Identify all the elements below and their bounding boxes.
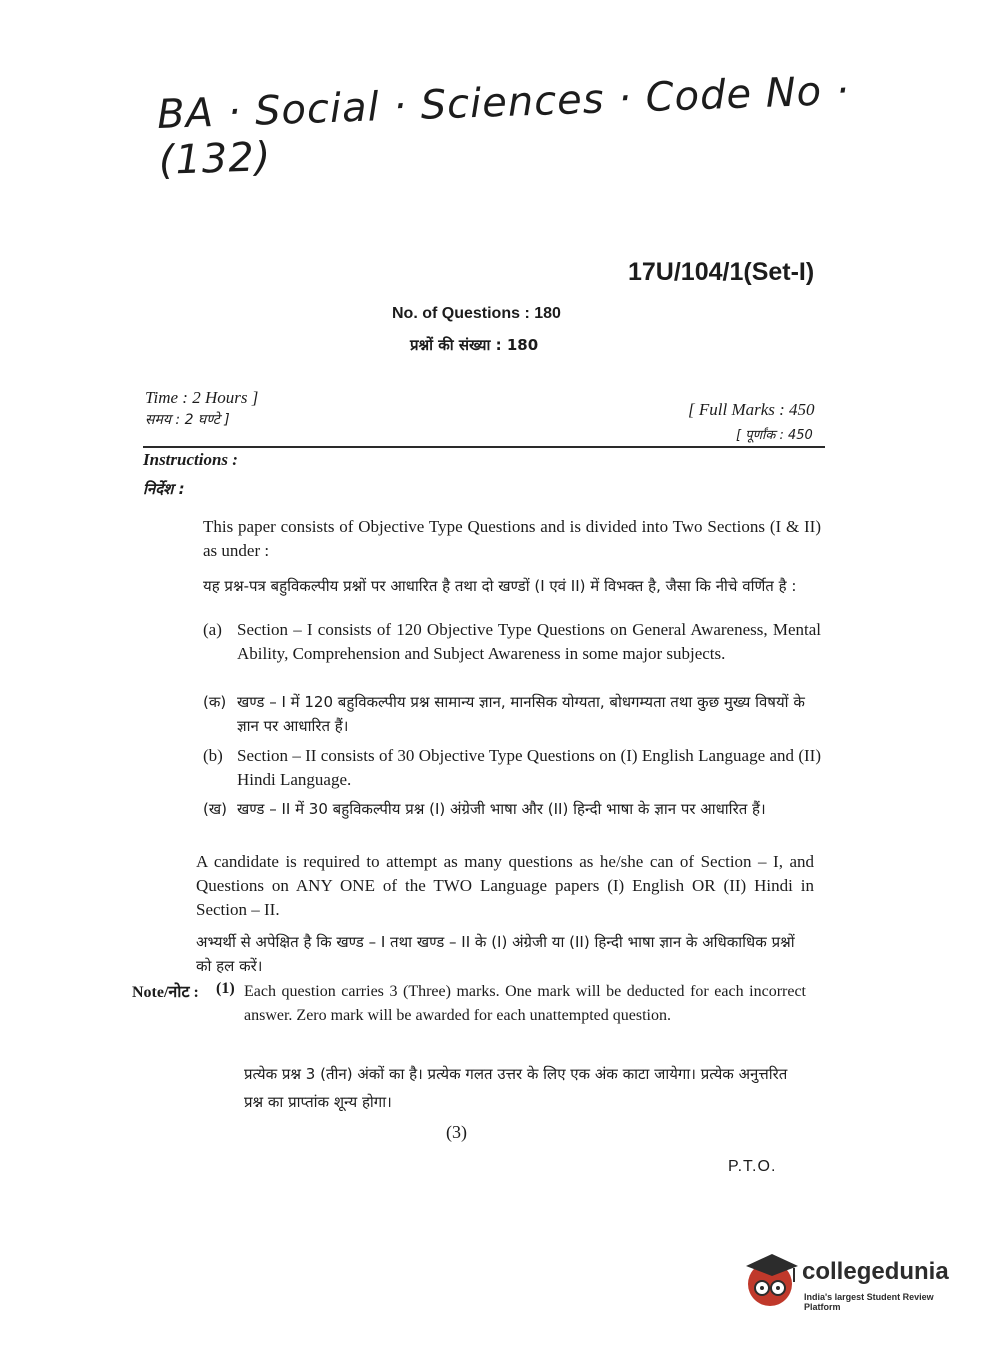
section-b-label: (b) bbox=[203, 746, 223, 765]
full-marks-hi: [ पूर्णांक : 450 bbox=[736, 428, 813, 443]
collegedunia-brand: collegedunia bbox=[802, 1258, 949, 1285]
collegedunia-watermark bbox=[742, 1250, 972, 1320]
section-ka-label: (क) bbox=[203, 693, 227, 711]
candidate-instructions-en: A candidate is required to attempt as many questions as he/she can of Section – I, and Questions on ANY ONE of the TWO Language papers (I) English OR (II) Hindi in Section – II. bbox=[196, 852, 814, 919]
handwritten-title: BA · Social · Sciences · Code No · (132) bbox=[156, 67, 851, 184]
section-kha-label: (ख) bbox=[203, 800, 227, 818]
collegedunia-tagline: India's largest Student Review Platform bbox=[804, 1292, 934, 1312]
section-b-item bbox=[203, 744, 821, 792]
paper-code: 17U/104/1(Set-I) bbox=[628, 258, 815, 286]
section-ka-text: खण्ड – I में 120 बहुविकल्पीय प्रश्न सामान्य ज्ञान, मानसिक योग्यता, बोधगम्यता तथा कुछ मुख्य विषयों के ज्ञान पर आधारित हैं। bbox=[237, 693, 805, 735]
section-kha-text: खण्ड – II में 30 बहुविकल्पीय प्रश्न (I) अंग्रेजी भाषा और (II) हिन्दी भाषा के ज्ञान पर आधारित हैं। bbox=[237, 800, 766, 818]
section-a-text: Section – I consists of 120 Objective Type Questions on General Awareness, Mental Ability, Comprehension and Subject Awareness in some major subjects. bbox=[237, 620, 821, 663]
note-label: Note/नोट : bbox=[132, 984, 199, 1001]
note-number: (1) bbox=[216, 980, 235, 997]
graduate-mascot-icon bbox=[742, 1250, 802, 1310]
time-hi: समय : 2 घण्टे ] bbox=[145, 412, 230, 428]
instructions-heading-en: Instructions : bbox=[143, 450, 238, 469]
header-divider bbox=[143, 446, 825, 448]
section-a-item bbox=[203, 618, 821, 666]
section-a-label: (a) bbox=[203, 620, 222, 639]
note-text-en: Each question carries 3 (Three) marks. One mark will be deducted for each incorrect answer. Zero mark will be awarded for each unattempted question. bbox=[244, 983, 806, 1024]
full-marks-en: [ Full Marks : 450 bbox=[688, 400, 815, 419]
pto-label: P.T.O. bbox=[728, 1158, 777, 1175]
intro-hi: यह प्रश्न-पत्र बहुविकल्पीय प्रश्नों पर आधारित है तथा दो खण्डों (I एवं II) में विभक्त है, जैसा कि नीचे वर्णित है : bbox=[203, 577, 797, 595]
candidate-instructions-hi: अभ्यर्थी से अपेक्षित है कि खण्ड – I तथा खण्ड – II के (I) अंग्रेजी या (II) हिन्दी भाषा ज्ञान के अधिकाधिक प्रश्नों को हल करें। bbox=[196, 933, 795, 975]
instructions-heading-hi: निर्देश : bbox=[143, 480, 185, 498]
note-text-hi: प्रत्येक प्रश्न 3 (तीन) अंकों का है। प्रत्येक गलत उत्तर के लिए एक अंक काटा जायेगा। प्रत्येक अनुत्तरित प्रश्न का प्राप्तांक शून्य होगा। bbox=[244, 1065, 788, 1111]
section-ka-item bbox=[203, 690, 821, 738]
section-b-text: Section – II consists of 30 Objective Type Questions on (I) English Language and (II) Hindi Language. bbox=[237, 746, 821, 789]
questions-count-hi: प्रश्नों की संख्या : 180 bbox=[410, 336, 539, 354]
questions-count-en: No. of Questions : 180 bbox=[392, 305, 561, 322]
time-en: Time : 2 Hours ] bbox=[145, 388, 259, 407]
intro-en: This paper consists of Objective Type Questions and is divided into Two Sections (I & II) as under : bbox=[203, 517, 821, 560]
page-number: (3) bbox=[446, 1122, 467, 1142]
section-kha-item bbox=[203, 797, 821, 821]
